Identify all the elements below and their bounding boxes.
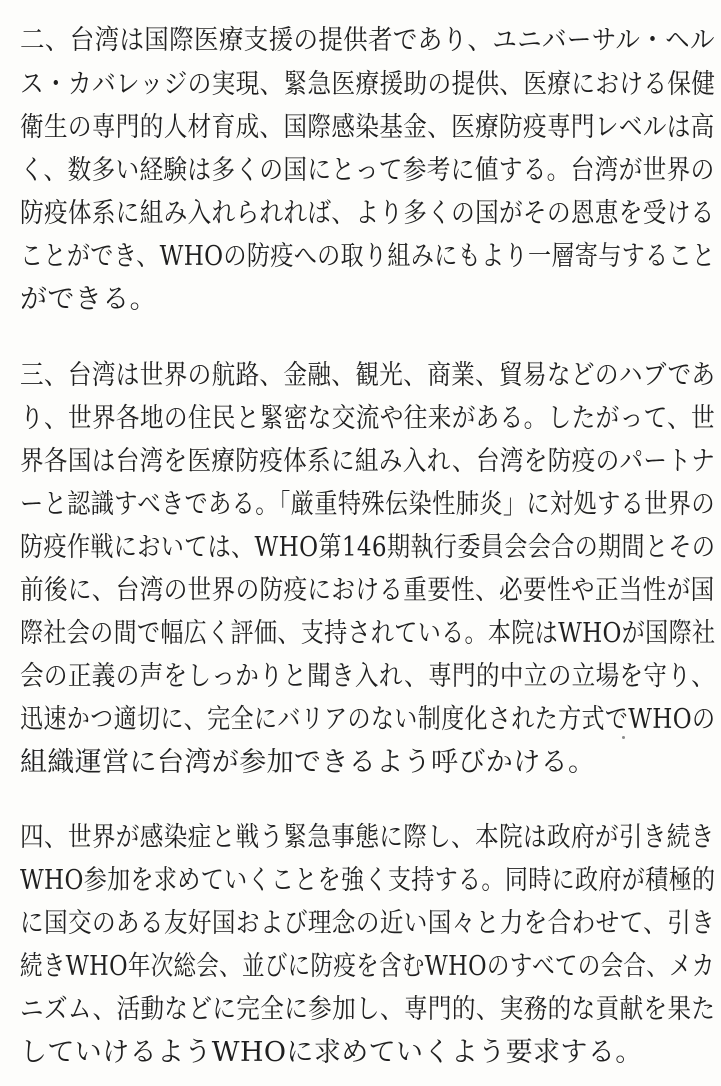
text-line: 衛生の専門的人材育成、国際感染基金、医療防疫専門レベルは高 [20, 112, 715, 143]
text-line: 三、台湾は世界の航路、金融、観光、商業、貿易などのハブであ [20, 360, 716, 391]
text-line: く、数多い経験は多くの国にとって参考に値する。台湾が世界の [20, 155, 715, 186]
text-line: 組織運営に台湾が参加できるよう呼びかける。 [20, 747, 596, 778]
text-line: 際社会の間で幅広く評価、支持されている。本院はWHOが国際社 [20, 618, 716, 649]
text-line: していけるようWHOに求めていくよう要求する。 [20, 1037, 643, 1068]
scan-speck [622, 736, 625, 739]
text-line: ニズム、活動などに完全に参加し、専門的、実務的な貢献を果た [20, 994, 716, 1025]
text-line: 防疫作戦においては、WHO第146期執行委員会会合の期間とその [20, 532, 716, 563]
text-line: ーと認識すべきである。「厳重特殊伝染性肺炎」に対処する世界の [20, 489, 715, 520]
text-line: 界各国は台湾を医療防疫体系に組み入れ、台湾を防疫のパートナ [20, 446, 716, 477]
text-line: 続きWHO年次総会、並びに防疫を含むWHOのすべての会合、メカ [20, 951, 715, 982]
text-line: ことができ、WHOの防疫への取り組みにもより一層寄与すること [20, 241, 716, 272]
text-line: に国交のある友好国および理念の近い国々と力を合わせて、引き [20, 908, 716, 939]
text-line: WHO参加を求めていくことを強く支持する。同時に政府が積極的 [20, 865, 716, 896]
text-line: 四、世界が感染症と戦う緊急事態に際し、本院は政府が引き続き [20, 822, 715, 853]
text-line: 会の正義の声をしっかりと聞き入れ、専門的中立の立場を守り、 [20, 661, 716, 692]
text-line: 前後に、台湾の世界の防疫における重要性、必要性や正当性が国 [20, 575, 715, 606]
text-line: ス・カバレッジの実現、緊急医療援助の提供、医療における保健 [20, 69, 716, 100]
text-line: 防疫体系に組み入れられれば、より多くの国がその恩恵を受ける [20, 198, 715, 229]
text-line: 二、台湾は国際医療支援の提供者であり、ユニバーサル・ヘル [20, 25, 715, 56]
text-line: 迅速かつ適切に、完全にバリアのない制度化された方式でWHOの [20, 704, 716, 735]
text-line: ができる。 [20, 284, 157, 315]
text-line: り、世界各地の住民と緊密な交流や往来がある。したがって、世 [20, 403, 716, 434]
